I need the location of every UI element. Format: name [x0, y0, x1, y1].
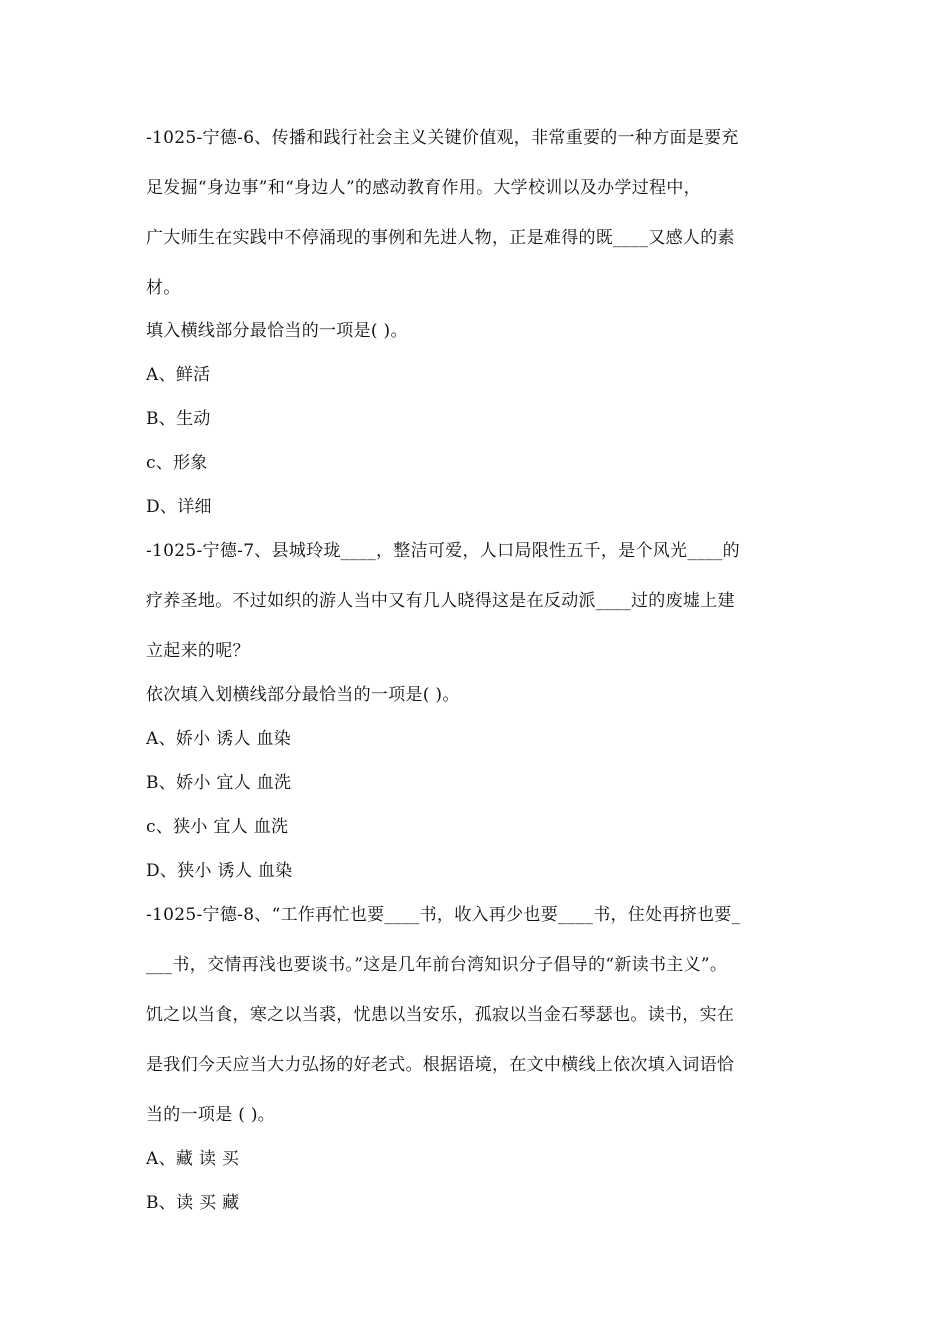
q7-option-a: A、娇小 诱人 血染 — [146, 729, 292, 749]
q8-stem-line-1: -1025-宁德-8、“工作再忙也要____书，收入再少也要____书，住处再挤也要_ — [146, 905, 741, 925]
q7-option-d: D、狭小 诱人 血染 — [146, 861, 293, 881]
q8-stem-line-4: 是我们今天应当大力弘扬的好老式。根据语境，在文中横线上依次填入词语恰 — [146, 1055, 735, 1075]
q7-prompt: 依次填入划横线部分最恰当的一项是( )。 — [146, 685, 460, 705]
q6-option-b: B、生动 — [146, 409, 211, 429]
q6-prompt: 填入横线部分最恰当的一项是( )。 — [146, 321, 408, 341]
q6-stem-line-1: -1025-宁德-6、传播和践行社会主义关键价值观，非常重要的一种方面是要充 — [146, 128, 739, 148]
q8-prompt: 当的一项是 ( )。 — [146, 1105, 276, 1125]
q8-stem-line-3: 饥之以当食，寒之以当裘，忧患以当安乐，孤寂以当金石琴瑟也。读书，实在 — [146, 1005, 735, 1025]
q8-option-a: A、藏 读 买 — [146, 1149, 240, 1169]
q6-stem-line-2: 足发掘“身边事”和“身边人”的感动教育作用。大学校训以及办学过程中， — [146, 178, 701, 198]
q6-stem-line-4: 材。 — [146, 278, 181, 298]
q7-stem-line-1: -1025-宁德-7、县城玲珑____，整洁可爱，人口局限性五千，是个风光____的 — [146, 541, 740, 561]
q7-option-c: c、狭小 宜人 血洗 — [146, 817, 289, 837]
q7-stem-line-3: 立起来的呢？ — [146, 641, 250, 661]
q6-stem-line-3: 广大师生在实践中不停涌现的事例和先进人物，正是难得的既____又感人的素 — [146, 228, 735, 248]
q8-stem-line-2: ___书，交情再浅也要谈书。”这是几年前台湾知识分子倡导的“新读书主义”。 — [146, 955, 728, 975]
q6-option-c: c、形象 — [146, 453, 208, 473]
q7-option-b: B、娇小 宜人 血洗 — [146, 773, 292, 793]
q7-stem-line-2: 疗养圣地。不过如织的游人当中又有几人晓得这是在反动派____过的废墟上建 — [146, 591, 735, 611]
q6-option-d: D、详细 — [146, 497, 212, 517]
q8-option-b: B、读 买 藏 — [146, 1193, 240, 1213]
q6-option-a: A、鲜活 — [146, 365, 211, 385]
